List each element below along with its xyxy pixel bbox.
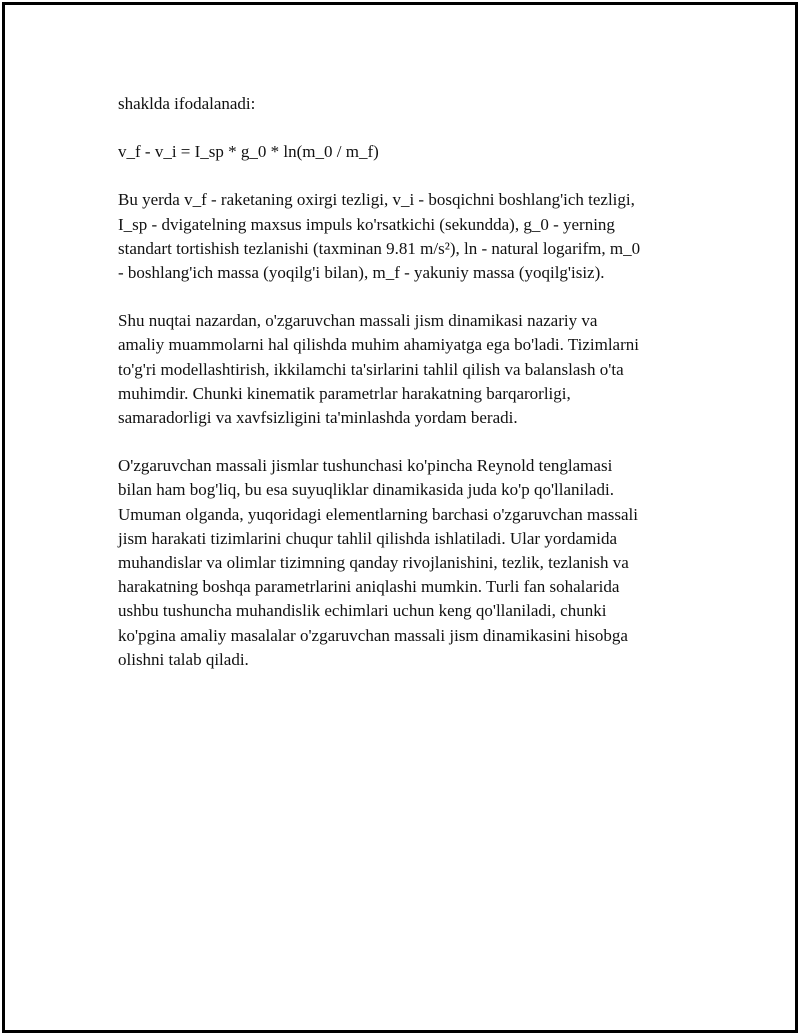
paragraph-applications: O'zgaruvchan massali jismlar tushunchasi ko'pincha Reynold tenglamasi bilan ham bog'liq, bu esa suyuqliklar dinamikasida juda ko'p qo'llaniladi. Umuman olganda, yuqoridagi elementlarning barchasi o'zgaruvchan massali jism harakati tizimlarini chuqur tahlil qilishda ishlatiladi. Ular yordamida muhandislar va olimlar tizimning qanday rivojlanishini, tezlik, tezlanish va harakatning boshqa parametrlarini aniqlashi mumkin. Turli fan sohalarida ushbu tushuncha muhandislik echimlari uchun keng qo'llaniladi, chunki ko'pgina amaliy masalalar o'zgaruvchan massali jism dinamikasini hisobga olishni talab qiladi.: [118, 456, 638, 669]
paragraph-variable-definitions: Bu yerda v_f - raketaning oxirgi tezligi, v_i - bosqichni boshlang'ich tezligi, I_sp - dvigatelning maxsus impuls ko'rsatkichi (sekundda), g_0 - yerning standart tortishish tezlanishi (taxminan 9.81 m/s²), ln - natural logarifm, m_0 - boshlang'ich massa (yoqilg'i bilan), m_f - yakuniy massa (yoqilg'isiz).: [118, 190, 641, 283]
formula: v_f - v_i = I_sp * g_0 * ln(m_0 / m_f): [118, 142, 379, 162]
document-body: [118, 92, 698, 696]
intro-line: shaklda ifodalanadi:: [118, 94, 256, 113]
paragraph-importance: Shu nuqtai nazardan, o'zgaruvchan massali jism dinamikasi nazariy va amaliy muammolarni hal qilishda muhim ahamiyatga ega bo'ladi. Tizimlarni to'g'ri modellashtirish, ikkilamchi ta'sirlarini tahlil qilish va balanslash o'ta muhimdir. Chunki kinematik parametrlar harakatning barqarorligi, samaradorligi va xavfsizligini ta'minlashda yordam beradi.: [118, 311, 639, 428]
